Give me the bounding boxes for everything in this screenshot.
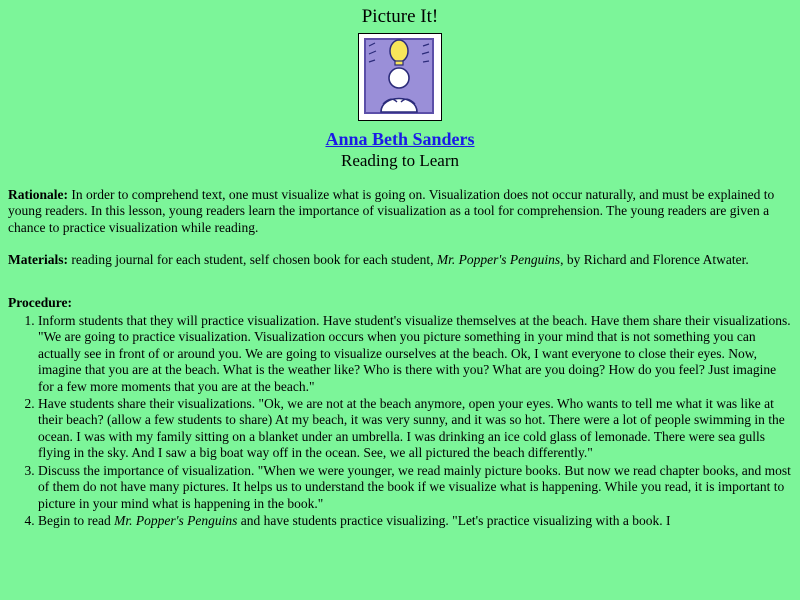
rationale-text: In order to comprehend text, one must visualize what is going on. Visualization does not occur naturally, and must be explained to young readers. In this lesson, young readers learn the importance of visualization as a tool for comprehension. The young readers are given a chance to practice visualization while reading. [8,186,775,235]
list-item [38,513,792,529]
rationale-section [8,187,792,236]
list-item [38,463,792,512]
picture-it-illustration [358,33,442,121]
materials-text-after: , by Richard and Florence Atwater. [560,252,749,268]
rationale-label: Rationale: [8,186,68,202]
list-item [38,396,792,462]
step-text-before: Discuss the importance of visualization. "When we were younger, we read mainly picture books. But now we read chapter books, and most of them do not have many pictures. It helps us to understand the book if we visualize what is happening. While you read, it is important to picture in your mind what is happening in the book." [38,462,791,511]
materials-label: Materials: [8,252,68,268]
procedure-list [8,313,792,530]
step-text-before: Begin to read [38,513,115,529]
document-header [8,6,792,171]
procedure-label: Procedure: [8,294,72,310]
materials-section [8,252,792,268]
page-title: Picture It! [361,6,439,27]
step-text-after: and have students practice visualizing. "Let's practice visualizing with a book. I [237,513,671,529]
step-book-title: Mr. Popper's Penguins [114,513,238,529]
materials-text-before: reading journal for each student, self chosen book for each student, [67,252,437,268]
step-text-before: Inform students that they will practice visualization. Have student's visualize themselves at the beach. Have them share their visualizations. "We are going to practice visualization. Visualization occurs when you picture something in your mind that is not something you can actually see in front of or around you. We are going to visualize ourselves at the beach. Ok, I want everyone to close their eyes. Now, imagine that you are at the beach. What is the weather like? Who is there with you? What are you doing? How do you feel? Just imagine for a few more moments that you are at the beach." [38,312,791,394]
page-subtitle: Reading to Learn [340,150,459,170]
materials-book-title: Mr. Popper's Penguins [436,252,561,268]
list-item [38,313,792,395]
author-link[interactable]: Anna Beth Sanders [325,128,475,149]
step-text-before: Have students share their visualizations. "Ok, we are not at the beach anymore, open your eyes. Who wants to tell me what it was like at their beach? (allow a few students to share) At my beach, it was very sunny, and it was so hot. There were a lot of people swimming in the ocean. I was with my family sitting on a blanket under an umbrella. I was drinking an ice cold glass of lemonade. There were sea gulls flying in the sky. And I saw a big boat way off in the ocean. See, we all pictured the beach differently." [38,396,785,461]
